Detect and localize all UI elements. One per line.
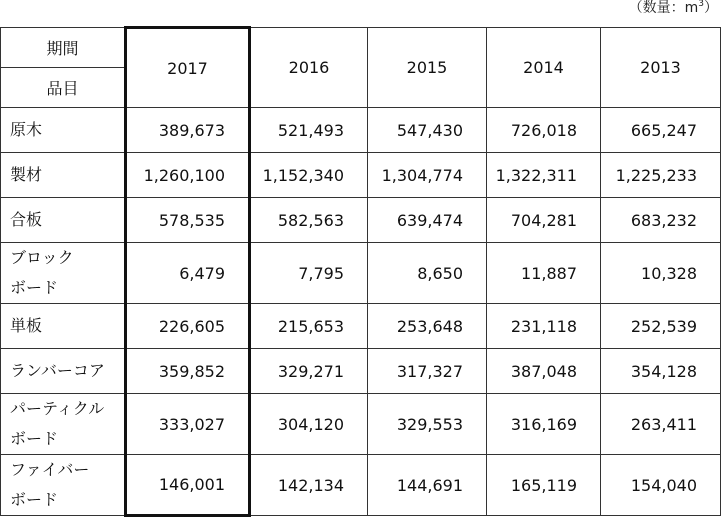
item-label-cell bbox=[1, 198, 126, 243]
value-cell-2017: 359,852 bbox=[126, 349, 250, 394]
value-cell-2013: 665,247 bbox=[601, 108, 721, 153]
value-cell-2016: 142,134 bbox=[250, 455, 368, 516]
value-cell-2017: 333,027 bbox=[126, 394, 250, 455]
item-label-line: 製材 bbox=[10, 165, 43, 184]
table-row bbox=[1, 198, 721, 243]
value-cell-2015: 144,691 bbox=[368, 455, 487, 516]
item-label-line: 原木 bbox=[10, 120, 43, 139]
value-cell-2014: 387,048 bbox=[487, 349, 601, 394]
value-cell-2014: 231,118 bbox=[487, 304, 601, 349]
item-label-line: ブロック bbox=[10, 248, 74, 267]
import-volume-table-wrapper bbox=[0, 26, 721, 517]
item-label-cell bbox=[1, 153, 126, 198]
value-cell-2016: 215,653 bbox=[250, 304, 368, 349]
unit-superscript: 3 bbox=[698, 0, 704, 9]
value-cell-2014: 165,119 bbox=[487, 455, 601, 516]
year-header-2013: 2013 bbox=[601, 28, 721, 108]
value-cell-2013: 1,225,233 bbox=[601, 153, 721, 198]
year-header-2016: 2016 bbox=[250, 28, 368, 108]
value-cell-2017: 1,260,100 bbox=[126, 153, 250, 198]
item-label-cell bbox=[1, 349, 126, 394]
item-header-cell: 品目 bbox=[1, 68, 126, 108]
value-cell-2016: 521,493 bbox=[250, 108, 368, 153]
item-label-cell bbox=[1, 108, 126, 153]
year-header-2014: 2014 bbox=[487, 28, 601, 108]
value-cell-2015: 547,430 bbox=[368, 108, 487, 153]
value-cell-2013: 252,539 bbox=[601, 304, 721, 349]
value-cell-2016: 7,795 bbox=[250, 243, 368, 304]
item-label-line: パーティクル bbox=[10, 399, 105, 418]
value-cell-2017: 578,535 bbox=[126, 198, 250, 243]
value-cell-2016: 582,563 bbox=[250, 198, 368, 243]
item-label-line: ボード bbox=[10, 429, 59, 448]
item-label-line: ランバーコア bbox=[10, 361, 105, 380]
value-cell-2017: 389,673 bbox=[126, 108, 250, 153]
year-header-2015: 2015 bbox=[368, 28, 487, 108]
value-cell-2014: 704,281 bbox=[487, 198, 601, 243]
table-row bbox=[1, 349, 721, 394]
item-label-line: ボード bbox=[10, 490, 59, 509]
value-cell-2017: 6,479 bbox=[126, 243, 250, 304]
item-label-cell bbox=[1, 304, 126, 349]
table-row bbox=[1, 108, 721, 153]
header-row-top bbox=[1, 28, 721, 68]
period-header-cell: 期間 bbox=[1, 28, 126, 68]
value-cell-2016: 304,120 bbox=[250, 394, 368, 455]
value-cell-2015: 639,474 bbox=[368, 198, 487, 243]
value-cell-2015: 329,553 bbox=[368, 394, 487, 455]
value-cell-2014: 11,887 bbox=[487, 243, 601, 304]
table-row bbox=[1, 455, 721, 516]
item-label-line: 合板 bbox=[10, 210, 43, 229]
value-cell-2017: 226,605 bbox=[126, 304, 250, 349]
value-cell-2015: 253,648 bbox=[368, 304, 487, 349]
value-cell-2015: 317,327 bbox=[368, 349, 487, 394]
value-cell-2015: 8,650 bbox=[368, 243, 487, 304]
import-volume-table bbox=[0, 26, 721, 517]
table-row bbox=[1, 243, 721, 304]
value-cell-2017: 146,001 bbox=[126, 455, 250, 516]
value-cell-2014: 1,322,311 bbox=[487, 153, 601, 198]
value-cell-2014: 726,018 bbox=[487, 108, 601, 153]
value-cell-2014: 316,169 bbox=[487, 394, 601, 455]
value-cell-2013: 263,411 bbox=[601, 394, 721, 455]
value-cell-2013: 354,128 bbox=[601, 349, 721, 394]
item-label-cell bbox=[1, 243, 126, 304]
item-label-line: ファイバー bbox=[10, 460, 90, 479]
table-row bbox=[1, 304, 721, 349]
table-row bbox=[1, 153, 721, 198]
item-label-cell bbox=[1, 455, 126, 516]
table-row bbox=[1, 394, 721, 455]
unit-note: （数量：$m^3$） bbox=[628, 0, 718, 16]
item-label-line: 単板 bbox=[10, 316, 43, 335]
year-header-2017: 2017 bbox=[126, 28, 250, 108]
value-cell-2013: 683,232 bbox=[601, 198, 721, 243]
item-label-line: ボード bbox=[10, 278, 59, 297]
value-cell-2016: 329,271 bbox=[250, 349, 368, 394]
value-cell-2013: 10,328 bbox=[601, 243, 721, 304]
item-label-cell bbox=[1, 394, 126, 455]
value-cell-2016: 1,152,340 bbox=[250, 153, 368, 198]
value-cell-2015: 1,304,774 bbox=[368, 153, 487, 198]
value-cell-2013: 154,040 bbox=[601, 455, 721, 516]
